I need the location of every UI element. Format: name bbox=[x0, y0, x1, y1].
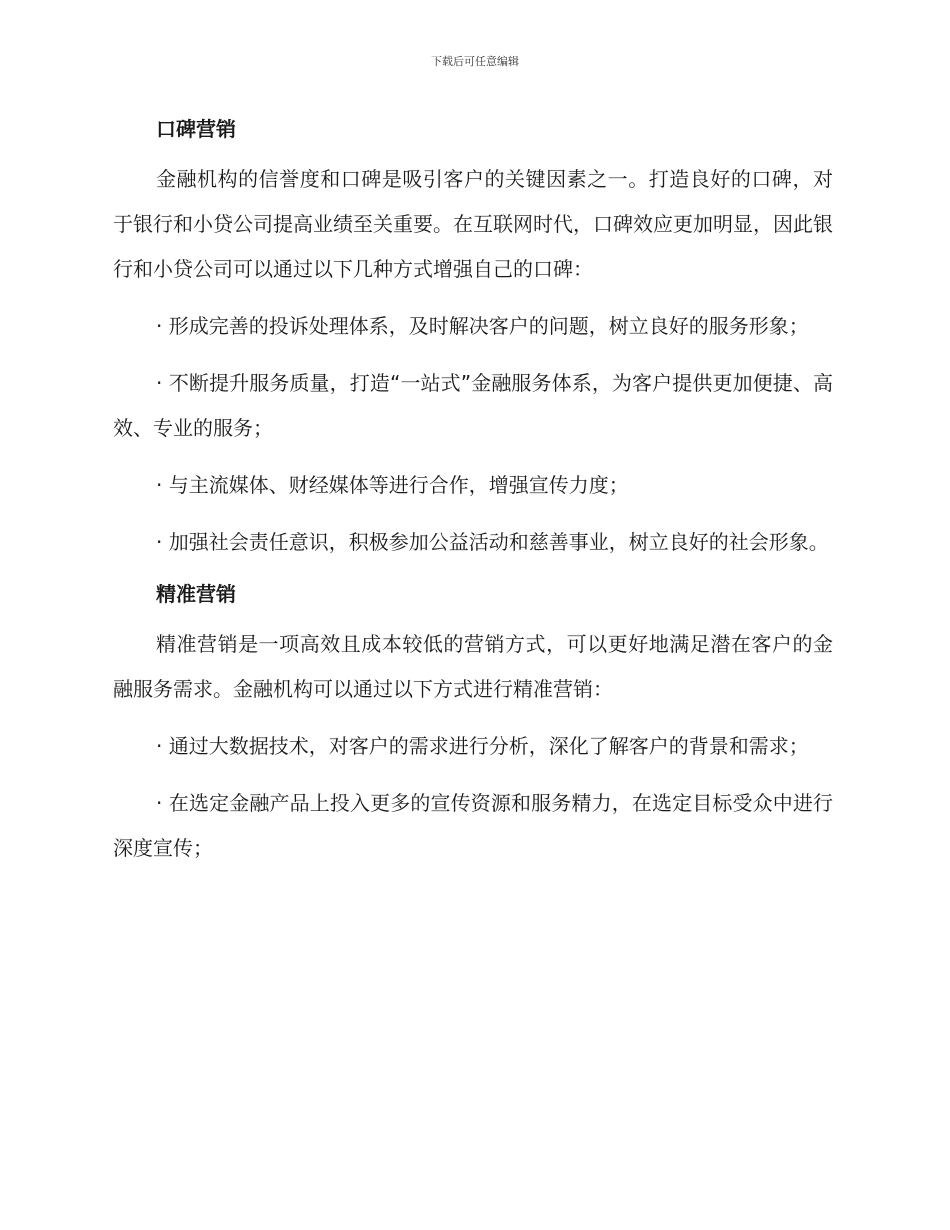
paragraph: 精准营销是一项高效且成本较低的营销方式，可以更好地满足潜在客户的金融服务需求。金融机构可以通过以下方式进行精准营销： bbox=[113, 632, 833, 701]
bullet-item: · 加强社会责任意识，积极参加公益活动和慈善事业，树立良好的社会形象。 bbox=[156, 530, 829, 554]
bullet-item: · 形成完善的投诉处理体系，及时解决客户的问题，树立良好的服务形象； bbox=[156, 314, 809, 338]
section-heading: 口碑营销 bbox=[156, 117, 236, 141]
bullet-item: · 在选定金融产品上投入更多的宣传资源和服务精力，在选定目标受众中进行深度宣传； bbox=[113, 791, 833, 860]
document-body bbox=[113, 112, 833, 883]
bullet-item: · 与主流媒体、财经媒体等进行合作，增强宣传力度； bbox=[156, 473, 629, 497]
paragraph: 金融机构的信誉度和口碑是吸引客户的关键因素之一。打造良好的口碑，对于银行和小贷公司提高业绩至关重要。在互联网时代，口碑效应更加明显，因此银行和小贷公司可以通过以下几种方式增强自己的口碑： bbox=[113, 167, 833, 281]
bullet-item: · 通过大数据技术，对客户的需求进行分析，深化了解客户的背景和需求； bbox=[156, 734, 809, 758]
bullet-item: · 不断提升服务质量，打造“一站式”金融服务体系，为客户提供更加便捷、高效、专业的服务； bbox=[113, 371, 833, 440]
section-precision-marketing bbox=[113, 577, 833, 871]
section-word-of-mouth bbox=[113, 112, 833, 565]
header-note: 下载后可任意编辑 bbox=[431, 55, 519, 68]
section-heading: 精准营销 bbox=[156, 582, 236, 606]
